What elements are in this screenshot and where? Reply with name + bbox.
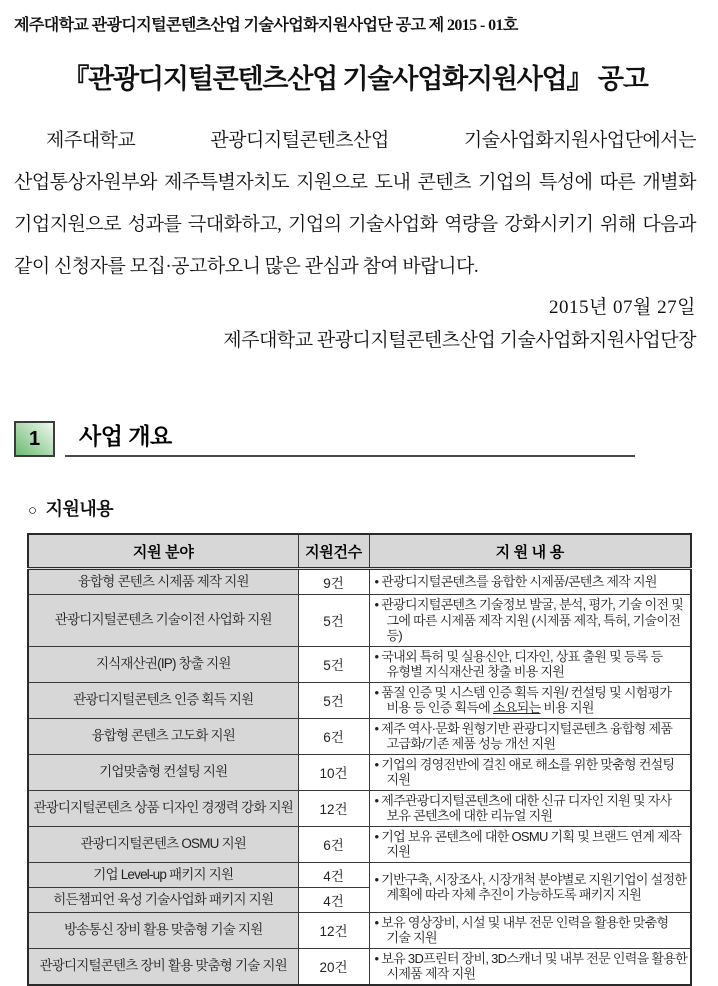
support-count-cell: 6건 xyxy=(298,826,369,862)
support-count-cell: 4건 xyxy=(298,887,369,912)
support-count-cell: 4건 xyxy=(298,862,369,887)
support-count-cell: 5건 xyxy=(298,646,369,682)
support-content-cell: • 보유 3D프린터 장비, 3D스캐너 및 내부 전문 인력을 활용한 시제품 제작 지원 xyxy=(369,948,691,985)
bullet-icon: • xyxy=(374,720,379,736)
support-area-cell: 융합형 콘텐츠 시제품 제작 지원 xyxy=(28,569,298,595)
table-row xyxy=(28,826,691,862)
section-title-underline xyxy=(65,418,635,457)
table-row xyxy=(28,595,691,647)
support-count-cell: 5건 xyxy=(298,682,369,718)
support-count-cell: 20건 xyxy=(298,948,369,985)
support-content-cell: • 제주관광디지털콘텐츠에 대한 신규 디자인 지원 및 자사 보유 콘텐츠에 대한 리뉴얼 지원 xyxy=(369,790,691,826)
support-area-cell: 관광디지털콘텐츠 OSMU 지원 xyxy=(28,826,298,862)
bullet-icon: • xyxy=(374,950,379,966)
table-row xyxy=(28,646,691,682)
bullet-icon: • xyxy=(374,684,379,700)
table-row xyxy=(28,862,691,887)
support-content-cell: • 국내외 특허 및 실용신안, 디자인, 상표 출원 및 등록 등 유형별 지식재산권 창출 비용 지원 xyxy=(369,646,691,682)
support-area-cell: 히든챔피언 육성 기술사업화 패키지 지원 xyxy=(28,887,298,912)
support-area-cell: 관광디지털콘텐츠 기술이전 사업화 지원 xyxy=(28,595,298,647)
support-area-cell: 기업맞춤형 컨설팅 지원 xyxy=(28,754,298,790)
support-area-cell: 융합형 콘텐츠 고도화 지원 xyxy=(28,718,298,754)
support-count-cell: 9건 xyxy=(298,569,369,595)
support-content-cell: • 품질 인증 및 시스템 인증 획득 지원/ 컨설팅 및 시험평가 비용 등 인증 획득에 소요되는 비용 지원 xyxy=(369,682,691,718)
table-header-row xyxy=(28,534,691,569)
support-count-cell: 6건 xyxy=(298,718,369,754)
section-number-badge: 1 xyxy=(14,421,55,457)
support-count-cell: 12건 xyxy=(298,912,369,948)
support-area-cell: 지식재산권(IP) 창출 지원 xyxy=(28,646,298,682)
section-title: 사업 개요 xyxy=(79,423,172,449)
table-row xyxy=(28,790,691,826)
section-header xyxy=(14,418,696,457)
support-count-cell: 12건 xyxy=(298,790,369,826)
table-row xyxy=(28,569,691,595)
header-support-content: 지 원 내 용 xyxy=(369,534,691,569)
support-area-cell: 기업 Level-up 패키지 지원 xyxy=(28,862,298,887)
table-row xyxy=(28,912,691,948)
signature-line: 제주대학교 관광디지털콘텐츠산업 기술사업화지원사업단장 xyxy=(223,330,696,351)
bullet-icon: • xyxy=(374,914,379,930)
support-content-cell: • 제주 역사·문화 원형기반 관광디지털콘텐츠 융합형 제품 고급화/기존 제품 성능 개선 지원 xyxy=(369,718,691,754)
bullet-icon: • xyxy=(374,828,379,844)
bullet-icon: • xyxy=(374,574,379,590)
bullet-icon: • xyxy=(374,871,379,887)
bullet-icon: • xyxy=(374,792,379,808)
support-content-cell: • 기업 보유 콘텐츠에 대한 OSMU 기획 및 브랜드 연계 제작 지원 xyxy=(369,826,691,862)
underlined-text: 소요되는 xyxy=(493,700,541,715)
doc-number-line: 제주대학교 관광디지털콘텐츠산업 기술사업화지원사업단 공고 제 2015 - 01호 xyxy=(14,17,518,34)
announcement-date: 2015년 07월 27일 xyxy=(548,297,696,318)
support-content-cell: • 관광디지털콘텐츠를 융합한 시제품/콘텐츠 제작 지원 xyxy=(369,569,691,595)
table-row xyxy=(28,948,691,985)
subsection-heading xyxy=(28,495,696,521)
support-content-cell-merged: • 기반구축, 시장조사, 시장개척 분야별로 지원기업이 설정한 계획에 따라 자체 추진이 가능하도록 패키지 지원 xyxy=(369,862,691,912)
support-area-cell: 관광디지털콘텐츠 장비 활용 맞춤형 기술 지원 xyxy=(28,948,298,985)
bullet-icon: • xyxy=(374,756,379,772)
header-support-area: 지원 분야 xyxy=(28,534,298,569)
subsection-label: 지원내용 xyxy=(45,499,114,519)
table-row xyxy=(28,682,691,718)
circle-bullet-icon: ○ xyxy=(28,503,37,519)
page-title: 『관광디지털콘텐츠산업 기술사업화지원사업』 공고 xyxy=(62,64,648,94)
support-count-cell: 10건 xyxy=(298,754,369,790)
bullet-icon: • xyxy=(374,597,379,612)
bullet-icon: • xyxy=(374,648,379,664)
header-support-count: 지원건수 xyxy=(298,534,369,569)
table-row xyxy=(28,718,691,754)
support-programs-table xyxy=(27,533,692,986)
support-area-cell: 관광디지털콘텐츠 상품 디자인 경쟁력 강화 지원 xyxy=(28,790,298,826)
support-count-cell: 5건 xyxy=(298,595,369,647)
support-content-cell: • 관광디지털콘텐츠 기술정보 발굴, 분석, 평가, 기술 이전 및 그에 따른 시제품 제작 지원 (시제품 제작, 특허, 기술이전 등) xyxy=(369,595,691,647)
support-area-cell: 방송통신 장비 활용 맞춤형 기술 지원 xyxy=(28,912,298,948)
support-content-cell: • 보유 영상장비, 시설 및 내부 전문 인력을 활용한 맞춤형 기술 지원 xyxy=(369,912,691,948)
announcement-paragraph: 제주대학교 관광디지털콘텐츠산업 기술사업화지원사업단에서는 산업통상자원부와 제주특별자치도 지원으로 도내 콘텐츠 기업의 특성에 따른 개별화 기업지원으로 성과를 극대화하고, 기업의 기술사업화 역량을 강화시키기 위해 다음과 같이 신청자를 모집·공고하오니 많은 관심과 참여 바랍니다. xyxy=(14,130,696,277)
table-row xyxy=(28,754,691,790)
support-content-cell: • 기업의 경영전반에 걸친 애로 해소를 위한 맞춤형 컨설팅 지원 xyxy=(369,754,691,790)
support-area-cell: 관광디지털콘텐츠 인증 획득 지원 xyxy=(28,682,298,718)
